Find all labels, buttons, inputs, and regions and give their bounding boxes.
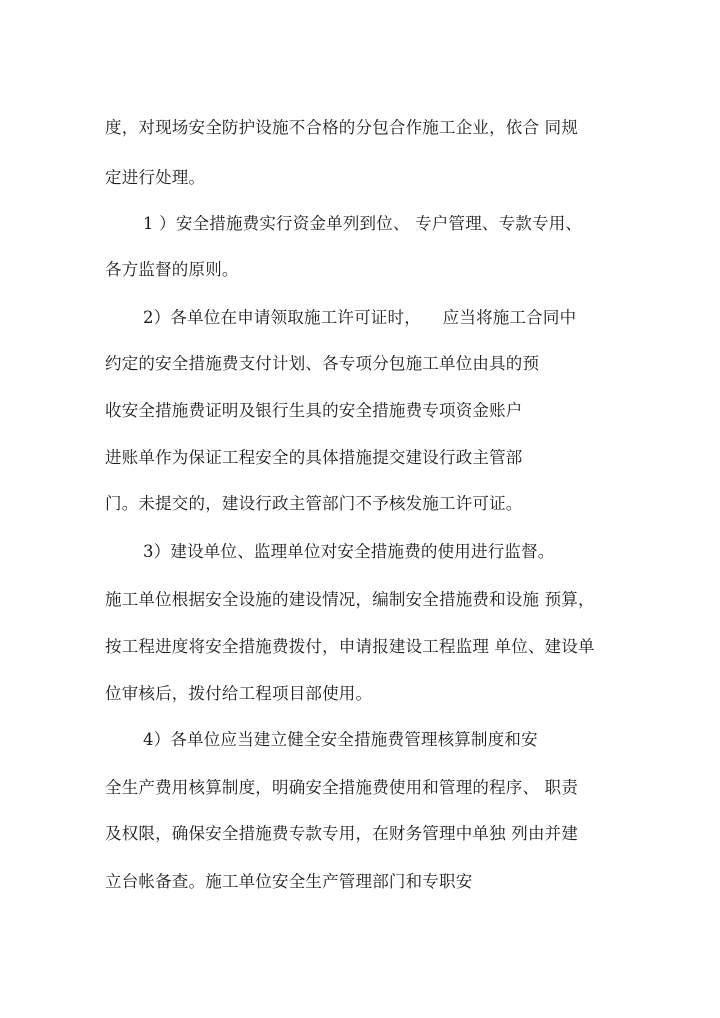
text-line-13: 位审核后，拨付给工程项目部使用。: [105, 684, 373, 703]
text-line-6: 约定的安全措施费支付计划、各专项分包施工单位由具的预: [105, 354, 540, 373]
paragraph-1-heading: 1 ）安全措施费实行资金单列到位、 专户管理、专款专用、: [143, 214, 583, 233]
text-line-1: 度，对现场安全防护设施不合格的分包合作施工企业，依合 同规: [105, 118, 579, 137]
text-line-12: 按工程进度将安全措施费拨付，申请报建设工程监理 单位、建设单: [105, 637, 595, 656]
text-line-2: 定进行处理。: [105, 168, 206, 187]
text-line-4: 各方监督的原则。: [105, 260, 239, 279]
paragraph-4-heading: 4）各单位应当建立健全安全措施费管理核算制度和安: [143, 730, 538, 749]
text-line-16: 及权限，确保安全措施费专款专用，在财务管理中单独 列由并建: [105, 824, 579, 843]
text-line-15: 全生产费用核算制度，明确安全措施费使用和管理的程序、 职责: [105, 778, 579, 797]
text-line-11: 施工单位根据安全设施的建设情况，编制安全措施费和设施 预算，: [105, 590, 595, 609]
text-line-9: 门。未提交的，建设行政主管部门不予核发施工许可证。: [105, 494, 523, 513]
paragraph-3-heading: 3）建设单位、监理单位对安全措施费的使用进行监督。: [143, 542, 555, 561]
text-line-7: 收安全措施费证明及银行生具的安全措施费专项资金账户: [105, 401, 523, 420]
text-line-17: 立台帐备查。施工单位安全生产管理部门和专职安: [105, 872, 473, 891]
text-line-8: 进账单作为保证工程安全的具体措施提交建设行政主管部: [105, 448, 523, 467]
paragraph-2-heading: 2）各单位在申请领取施工许可证时， 应当将施工合同中: [143, 308, 577, 327]
